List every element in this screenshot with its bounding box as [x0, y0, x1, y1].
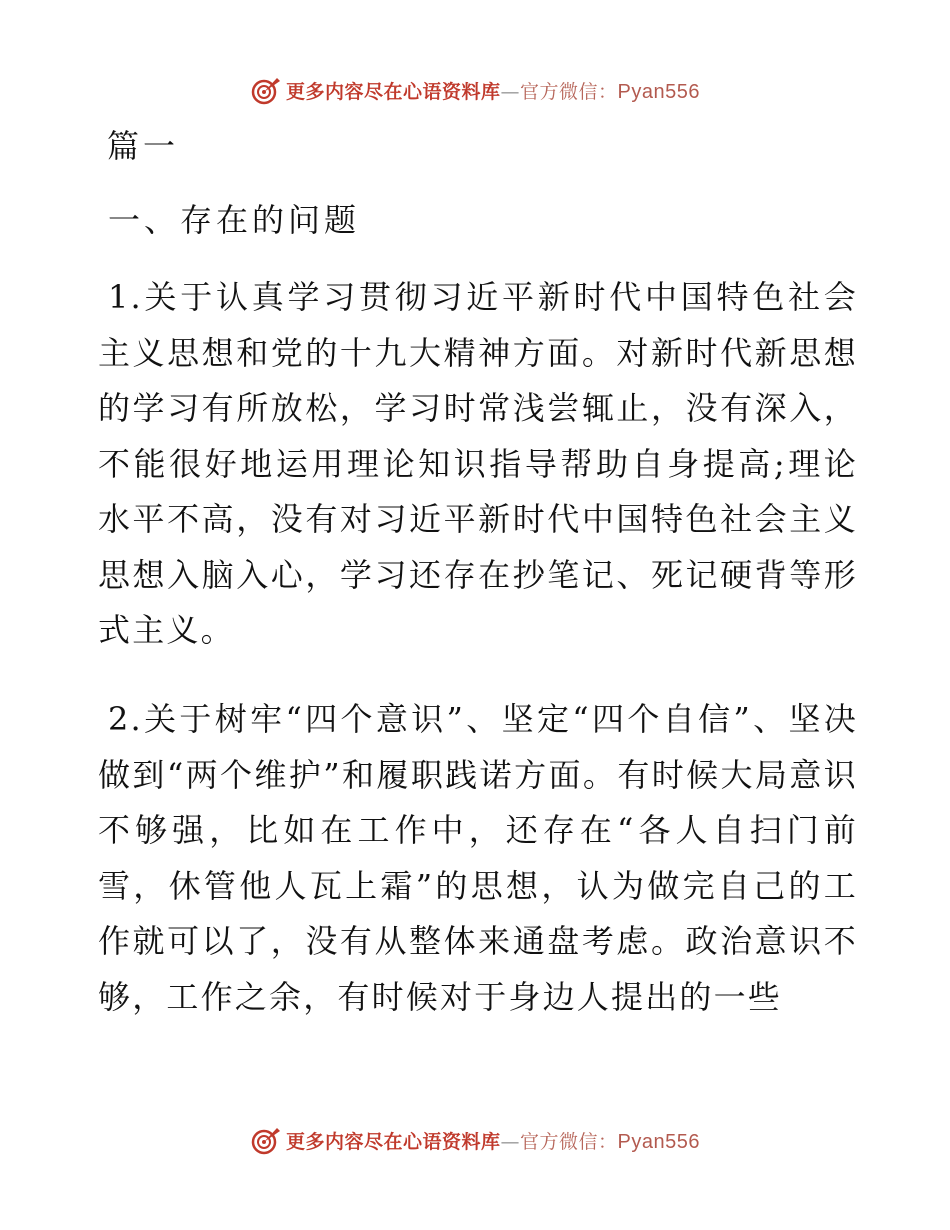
- paragraph: 2.关于树牢“四个意识”、坚定“四个自信”、坚决做到“两个维护”和履职践诺方面。有时候大局意识不够强，比如在工作中，还存在“各人自扫门前雪，休管他人瓦上霜”的思想，认为做完自己的工作就可以了，没有从整体来通盘考虑。政治意识不够，工作之余，有时候对于身边人提出的一些: [98, 700, 858, 1016]
- watermark-dash: —: [500, 1130, 521, 1153]
- watermark-wechat-label: 官方微信：: [520, 80, 618, 103]
- watermark-strong: 更多内容尽在心语资料库: [286, 80, 501, 103]
- footer-watermark: [0, 1120, 950, 1160]
- watermark-dash: —: [500, 80, 521, 103]
- paragraph: 1.关于认真学习贯彻习近平新时代中国特色社会主义思想和党的十九大精神方面。对新时代新思想的学习有所放松，学习时常浅尝辄止，没有深入，不能很好地运用理论知识指导帮助自身提高;理论水平不高，没有对习近平新时代中国特色社会主义思想入脑入心，学习还存在抄笔记、死记硬背等形式主义。: [98, 278, 858, 649]
- header-watermark: [0, 70, 950, 110]
- section-heading: 一、存在的问题: [108, 201, 361, 239]
- document-title: 篇一: [107, 127, 180, 165]
- watermark-wechat-id: Pyan556: [617, 80, 700, 103]
- watermark-wechat-label: 官方微信：: [520, 1130, 618, 1153]
- pen-nib-logo-icon: [250, 74, 282, 106]
- pen-nib-logo-icon: [250, 1124, 282, 1156]
- watermark-wechat-id: Pyan556: [617, 1130, 700, 1153]
- watermark-text: [286, 77, 700, 104]
- watermark-text: [286, 1127, 700, 1154]
- watermark-strong: 更多内容尽在心语资料库: [286, 1130, 501, 1153]
